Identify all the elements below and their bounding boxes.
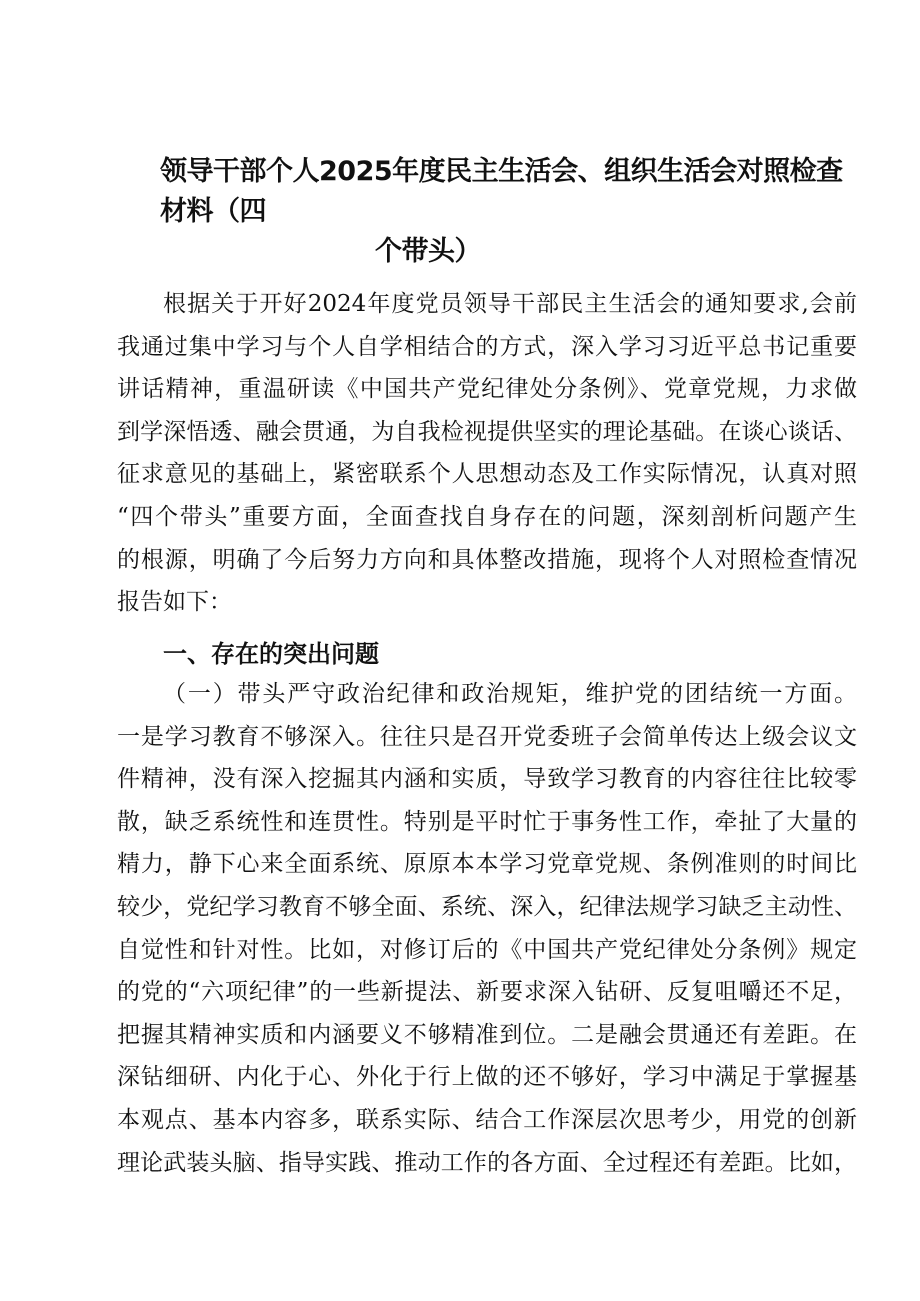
text-line: 把握其精神实质和内涵要义不够精准到位。二是融会贯通还有差距。在 <box>117 1021 857 1048</box>
intro-paragraph <box>117 283 857 624</box>
text-line: 的根源，明确了今后努力方向和具体整改措施，现将个人对照检查情况 <box>117 546 857 573</box>
text-line: 报告如下： <box>117 589 232 616</box>
title-line-1: 领导干部个人2025年度民主生活会、组织生活会对照检查材料（四 <box>160 156 843 227</box>
title-line-2: 个带头） <box>375 236 481 267</box>
text-line: 根据关于开好2024年度党员领导干部民主生活会的通知要求,会前 <box>163 291 857 317</box>
text-line: 的党的“六项纪律”的一些新提法、新要求深入钻研、反复咀嚼还不足， <box>117 979 857 1006</box>
text-line: 到学深悟透、融会贯通，为自我检视提供坚实的理论基础。在谈心谈话、 <box>117 418 857 445</box>
text-line: 本观点、基本内容多，联系实际、结合工作深层次思考少，用党的创新 <box>117 1106 857 1133</box>
text-line: 件精神，没有深入挖掘其内涵和实质，导致学习教育的内容往往比较零 <box>117 766 857 793</box>
text-line: （一）带头严守政治纪律和政治规矩，维护党的团结统一方面。 <box>163 681 857 707</box>
text-line: “四个带头”重要方面，全面查找自身存在的问题，深刻剖析问题产生 <box>117 503 857 530</box>
text-line: 较少，党纪学习教育不够全面、系统、深入，纪律法规学习缺乏主动性、 <box>117 893 857 920</box>
text-line: 讲话精神，重温研读《中国共产党纪律处分条例》、党章党规，力求做 <box>117 376 857 403</box>
document-title <box>160 152 860 272</box>
text-line: 理论武装头脑、指导实践、推动工作的各方面、全过程还有差距。比如， <box>117 1149 857 1176</box>
text-line: 自觉性和针对性。比如，对修订后的《中国共产党纪律处分条例》规定 <box>117 936 857 963</box>
text-line: 征求意见的基础上，紧密联系个人思想动态及工作实际情况，认真对照 <box>117 461 857 488</box>
text-line: 散，缺乏系统性和连贯性。特别是平时忙于事务性工作，牵扯了大量的 <box>117 808 857 835</box>
section-heading: 一、存在的突出问题 <box>163 640 379 668</box>
section-paragraph <box>117 673 857 1184</box>
text-line: 一是学习教育不够深入。往往只是召开党委班子会简单传达上级会议文 <box>117 723 857 750</box>
text-line: 精力，静下心来全面系统、原原本本学习党章党规、条例准则的时间比 <box>117 851 857 878</box>
text-line: 我通过集中学习与个人自学相结合的方式，深入学习习近平总书记重要 <box>117 333 857 360</box>
text-line: 深钻细研、内化于心、外化于行上做的还不够好，学习中满足于掌握基 <box>117 1064 857 1091</box>
